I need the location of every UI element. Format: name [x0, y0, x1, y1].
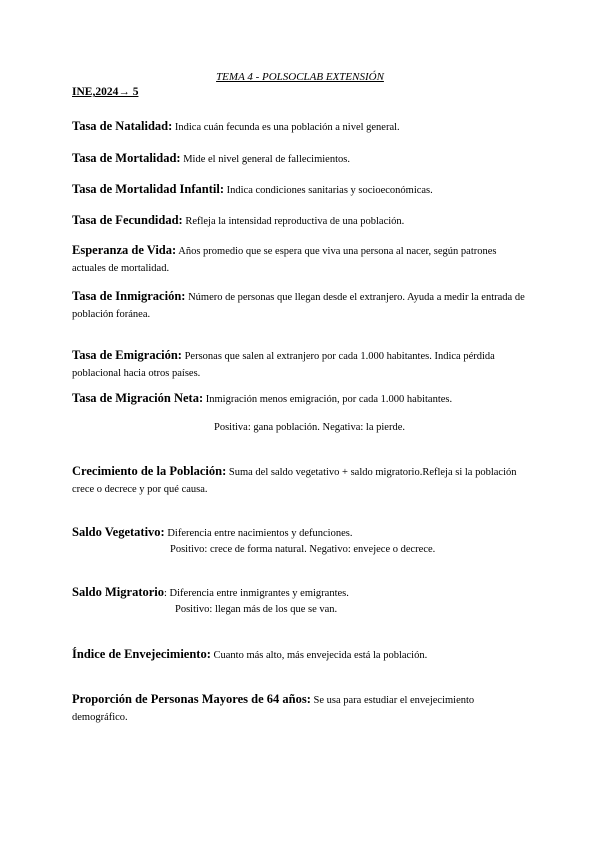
page-title: TEMA 4 - POLSOCLAB EXTENSIÓN	[216, 71, 384, 83]
entry-definition: Suma del saldo vegetativo + saldo migratorio.Refleja si la población crece o decrece y por qué causa.	[72, 467, 517, 495]
entry-definition: Inmigración menos emigración, por cada 1.000 habitantes.	[205, 394, 453, 405]
entry-tasa-natalidad	[72, 118, 532, 136]
entry-note: Positivo: crece de forma natural. Negativo: envejece o decrece.	[170, 544, 436, 555]
entry-definition: Se usa para estudiar el envejecimiento demográfico.	[72, 695, 475, 723]
entry-definition: Cuanto más alto, más envejecida está la población.	[213, 650, 428, 661]
entry-definition: Refleja la intensidad reproductiva de una población.	[185, 216, 405, 227]
entry-note: Positivo: llegan más de los que se van.	[175, 604, 338, 615]
entry-tasa-inmigracion	[72, 288, 532, 323]
entry-saldo-migratorio	[72, 584, 532, 602]
entry-tasa-mortalidad-infantil	[72, 181, 532, 199]
entry-definition: : Diferencia entre inmigrantes y emigrantes.	[164, 588, 349, 599]
entry-tasa-migracion-neta	[72, 390, 532, 408]
entry-term: Crecimiento de la Población:	[72, 464, 227, 478]
entry-definition: Mide el nivel general de fallecimientos.	[183, 154, 350, 165]
entry-term: Saldo Vegetativo:	[72, 525, 165, 539]
entry-term: Tasa de Emigración:	[72, 348, 182, 362]
entry-crecimiento-poblacion	[72, 463, 532, 498]
entry-term: Índice de Envejecimiento:	[72, 647, 211, 661]
entry-term: Tasa de Mortalidad:	[72, 151, 181, 165]
entry-term: Tasa de Fecundidad:	[72, 213, 183, 227]
entry-indice-envejecimiento	[72, 646, 532, 664]
entry-term: Tasa de Mortalidad Infantil:	[72, 182, 224, 196]
entry-term: Esperanza de Vida:	[72, 243, 177, 257]
entry-proporcion-mayores	[72, 691, 532, 726]
entry-definition: Personas que salen al extranjero por cada 1.000 habitantes. Indica pérdida poblacional hacia otros países.	[72, 351, 495, 379]
entry-tasa-mortalidad	[72, 150, 532, 168]
entry-tasa-fecundidad	[72, 212, 532, 230]
entry-definition: Diferencia entre nacimientos y defunciones.	[167, 528, 353, 539]
entry-definition: Años promedio que se espera que viva una persona al nacer, según patrones actuales de mortalidad.	[72, 246, 497, 274]
entry-term: Tasa de Inmigración:	[72, 289, 186, 303]
entry-term: Proporción de Personas Mayores de 64 años:	[72, 692, 311, 706]
entry-term: Tasa de Migración Neta:	[72, 391, 204, 405]
entry-definition: Indica condiciones sanitarias y socioeconómicas.	[226, 185, 433, 196]
source-reference: INE,2024→ 5	[72, 86, 139, 98]
entry-tasa-emigracion	[72, 347, 532, 382]
entry-saldo-vegetativo	[72, 524, 532, 542]
entry-term: Saldo Migratorio	[72, 585, 165, 599]
entry-note: Positiva: gana población. Negativa: la pierde.	[214, 422, 405, 433]
entry-term: Tasa de Natalidad:	[72, 119, 173, 133]
entry-definition: Número de personas que llegan desde el extranjero. Ayuda a medir la entrada de población foránea.	[72, 292, 525, 320]
entry-esperanza-vida	[72, 242, 532, 277]
entry-definition: Indica cuán fecunda es una población a nivel general.	[174, 122, 400, 133]
